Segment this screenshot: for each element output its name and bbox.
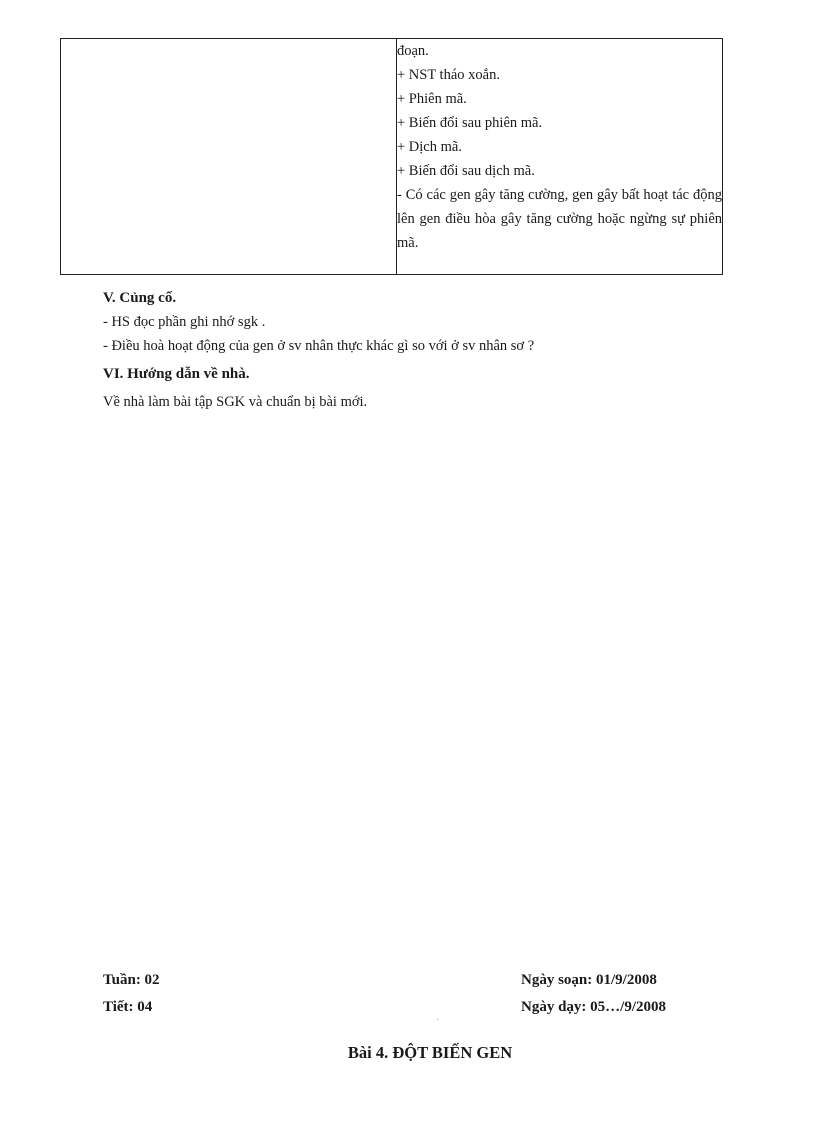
section-vi-heading: VI. Hướng dẫn về nhà. [103, 366, 250, 382]
section-vi [103, 362, 723, 386]
scan-speck [437, 1019, 438, 1020]
section-v [103, 286, 723, 358]
table-cell-right [397, 39, 723, 275]
table-row [61, 39, 723, 275]
period-label: Tiết: 04 [103, 999, 153, 1015]
section-vi-body [103, 390, 723, 414]
teach-date: Ngày dạy: 05…/9/2008 [521, 999, 667, 1015]
section-v-heading: V. Củng cố. [103, 290, 177, 306]
lesson-title: Bài 4. ĐỘT BIẾN GEN [347, 1043, 513, 1062]
table-line: + Biến đổi sau phiên mã. [397, 115, 543, 131]
section-v-line: - Điều hoà hoạt động của gen ở sv nhân thực khác gì so với ở sv nhân sơ ? [103, 338, 535, 354]
prep-date: Ngày soạn: 01/9/2008 [521, 972, 657, 988]
table-line: + NST tháo xoắn. [397, 67, 500, 83]
week-label: Tuần: 02 [103, 972, 160, 988]
table-line: + Phiên mã. [397, 91, 467, 107]
content-table [60, 38, 723, 275]
table-line: + Biến đổi sau dịch mã. [397, 163, 535, 179]
section-vi-line: Về nhà làm bài tập SGK và chuẩn bị bài mới. [103, 394, 368, 410]
table-line: đoạn. [397, 43, 429, 59]
section-v-line: - HS đọc phần ghi nhớ sgk . [103, 314, 266, 330]
table-cell-left [61, 39, 397, 275]
table-paragraph: - Có các gen gây tăng cường, gen gây bất hoạt tác động lên gen điều hòa gây tăng cường hoặc ngừng sự phiên mã. [397, 187, 722, 251]
table-line: + Dịch mã. [397, 139, 462, 155]
